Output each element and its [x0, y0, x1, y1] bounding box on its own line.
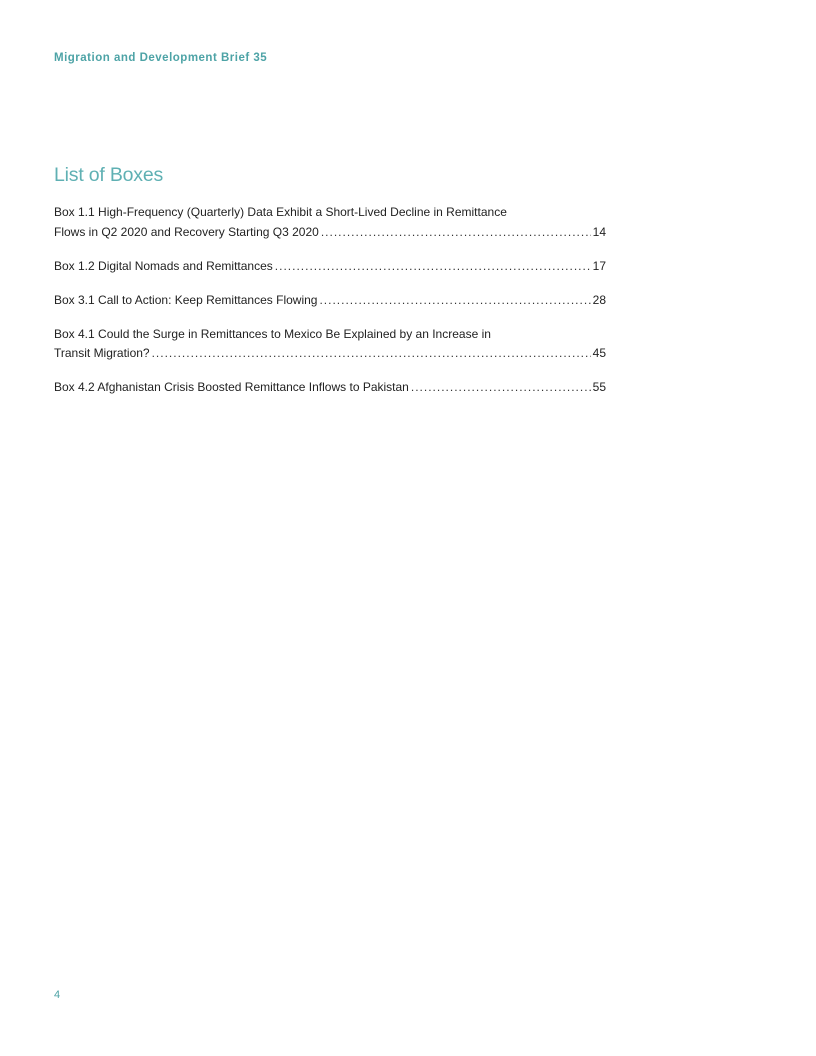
- toc-entry-title: Box 1.2 Digital Nomads and Remittances: [54, 258, 273, 273]
- running-header: Migration and Development Brief 35: [54, 52, 268, 64]
- toc-entry-last-line: [54, 223, 606, 243]
- toc-entry-box-3-1[interactable]: [54, 291, 606, 311]
- toc-entry-title: Box 1.1 High-Frequency (Quarterly) Data Exhibit a Short-Lived Decline in Remittance: [54, 205, 507, 219]
- toc-entry-title: Box 3.1 Call to Action: Keep Remittances Flowing: [54, 292, 318, 307]
- dot-leader: [321, 223, 591, 243]
- toc-entry-title: Box 4.1 Could the Surge in Remittances to Mexico Be Explained by an Increase in: [54, 326, 491, 341]
- toc-entry-page: 55: [592, 380, 606, 394]
- toc-entry-title: Flows in Q2 2020 and Recovery Starting Q3 2020: [54, 224, 319, 239]
- page-number: 4: [54, 989, 61, 1001]
- toc-entry-last-line: [54, 344, 606, 364]
- toc-entry-last-line: [54, 257, 606, 277]
- section-title: List of Boxes: [54, 164, 164, 186]
- toc-entry-title: Transit Migration?: [54, 346, 150, 360]
- toc-entry-last-line: [54, 378, 606, 398]
- toc-entry-box-4-1[interactable]: [54, 325, 606, 364]
- dot-leader: [275, 257, 591, 277]
- toc-entry-box-4-2[interactable]: [54, 378, 606, 398]
- dot-leader: [319, 291, 590, 311]
- toc-entry-first-line: [54, 325, 606, 345]
- dot-leader: [152, 344, 591, 364]
- toc-entry-page: 45: [592, 346, 606, 360]
- list-of-boxes: [54, 203, 606, 412]
- toc-entry-box-1-2[interactable]: [54, 257, 606, 277]
- toc-entry-last-line: [54, 291, 606, 311]
- toc-entry-title: Box 4.2 Afghanistan Crisis Boosted Remittance Inflows to Pakistan: [54, 380, 409, 394]
- toc-entry-page: 28: [592, 292, 606, 307]
- toc-entry-box-1-1[interactable]: [54, 203, 606, 242]
- toc-entry-page: 17: [592, 258, 606, 273]
- toc-entry-page: 14: [592, 224, 606, 239]
- dot-leader: [411, 378, 591, 398]
- toc-entry-first-line: [54, 203, 606, 223]
